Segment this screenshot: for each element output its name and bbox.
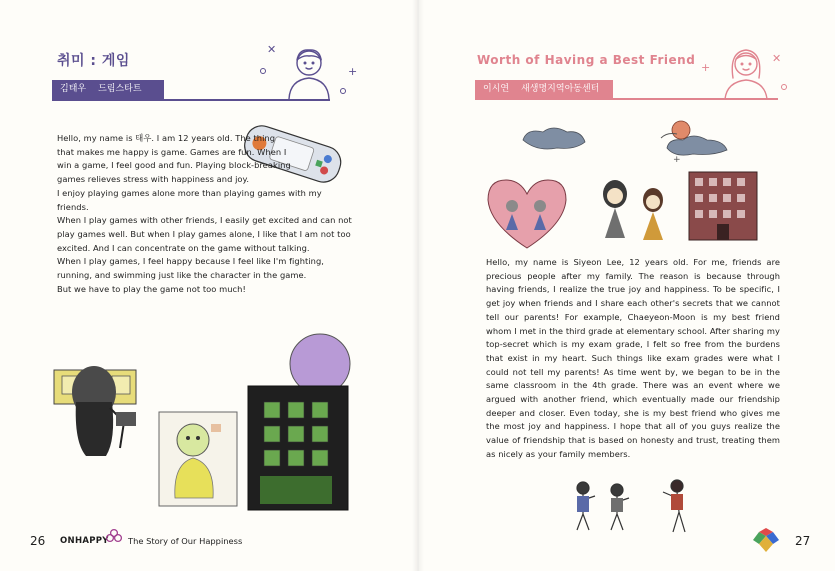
flower-logo-icon bbox=[105, 528, 123, 546]
sparkle-icon: + bbox=[673, 155, 681, 165]
child-drawing-building bbox=[687, 168, 759, 242]
series-title: The Story of Our Happiness bbox=[128, 536, 243, 546]
dot-decoration bbox=[260, 68, 266, 74]
right-paragraph: Hello, my name is Siyeon Lee, 12 years old. For me, friends are precious people after my family. The reason is because through having friends, I realize the true joy and happiness. To be specific, I get joy when friends and I share each other's secrets that we cannot tell our parents! For example, Chaeyeon-Moon is my best friend whom I met in the third grade at elementary school. After sharing my top-secret which is my exam grade, I felt so free from the burdens that exist in my heart. Such things like exam grades were what I could not tell my parents! As time went by, we began to be in the same classroom in the 4th grade. There was an event where we argued with another friend, which eventually made our friendship deeper and closer. Even today, she is my best friend who gives me the most joy and happiness. I hope that all of you guys realize the value of friendship that is based on honesty and trust, treating them as nicely as your family members. bbox=[486, 257, 780, 459]
text-wrap-spacer bbox=[292, 132, 352, 186]
right-author-organization: 새생명지역아동센터 bbox=[521, 84, 600, 94]
right-author-name: 이시연 bbox=[483, 84, 510, 94]
child-drawing-heart-friends bbox=[484, 176, 570, 250]
right-body-text bbox=[486, 256, 780, 462]
child-drawing-gamer bbox=[46, 352, 146, 462]
left-page-number: 26 bbox=[30, 534, 46, 548]
child-drawing-two-girls bbox=[595, 176, 675, 246]
child-drawing-character bbox=[157, 410, 239, 508]
right-page bbox=[417, 0, 835, 571]
left-author-organization: 드림스타트 bbox=[98, 84, 142, 94]
sparkle-icon: ✕ bbox=[772, 52, 782, 65]
left-paragraph: When I play games, I feel happy because I feel like I'm fighting, running, and swimming just like the character in the game. bbox=[57, 256, 324, 281]
child-drawing-friends-waving bbox=[567, 478, 697, 536]
dot-decoration bbox=[781, 84, 787, 90]
hexagon-logo-icon bbox=[751, 526, 781, 554]
sparkle-icon: + bbox=[348, 65, 358, 78]
left-page bbox=[0, 0, 417, 571]
left-author-tag bbox=[52, 80, 164, 99]
book-spine-shadow bbox=[412, 0, 424, 571]
right-author-tag bbox=[475, 80, 613, 99]
brand-logo: ONHAPPY bbox=[60, 536, 109, 546]
child-drawing-arcade bbox=[244, 326, 354, 514]
left-author-name: 김태우 bbox=[60, 84, 87, 94]
right-section-title: Worth of Having a Best Friend bbox=[477, 53, 696, 67]
child-drawing-sky bbox=[517, 118, 737, 168]
sparkle-icon: + bbox=[701, 61, 711, 74]
left-section-title: 취미 : 게임 bbox=[57, 53, 130, 69]
left-body-text bbox=[57, 132, 352, 296]
left-paragraph: Hello, my name is 태우. I am 12 years old. The thing that makes me happy is game. Games are fun. When I win a game, I feel good and fun. Playing block-breaking games relieves stress with happiness and joy. bbox=[57, 133, 291, 185]
right-page-number: 27 bbox=[795, 534, 811, 548]
left-paragraph: When I play games with other friends, I easily get excited and can not play games well. But when I play games alone, I like that I am not too excited. And I can concentrate on the game without talking. bbox=[57, 215, 352, 253]
girl-avatar-icon bbox=[703, 42, 793, 102]
sparkle-icon: ✕ bbox=[267, 43, 277, 56]
dot-decoration bbox=[340, 88, 346, 94]
left-paragraph: But we have to play the game not too much! bbox=[57, 283, 246, 294]
left-paragraph: I enjoy playing games alone more than playing games with my friends. bbox=[57, 187, 322, 212]
